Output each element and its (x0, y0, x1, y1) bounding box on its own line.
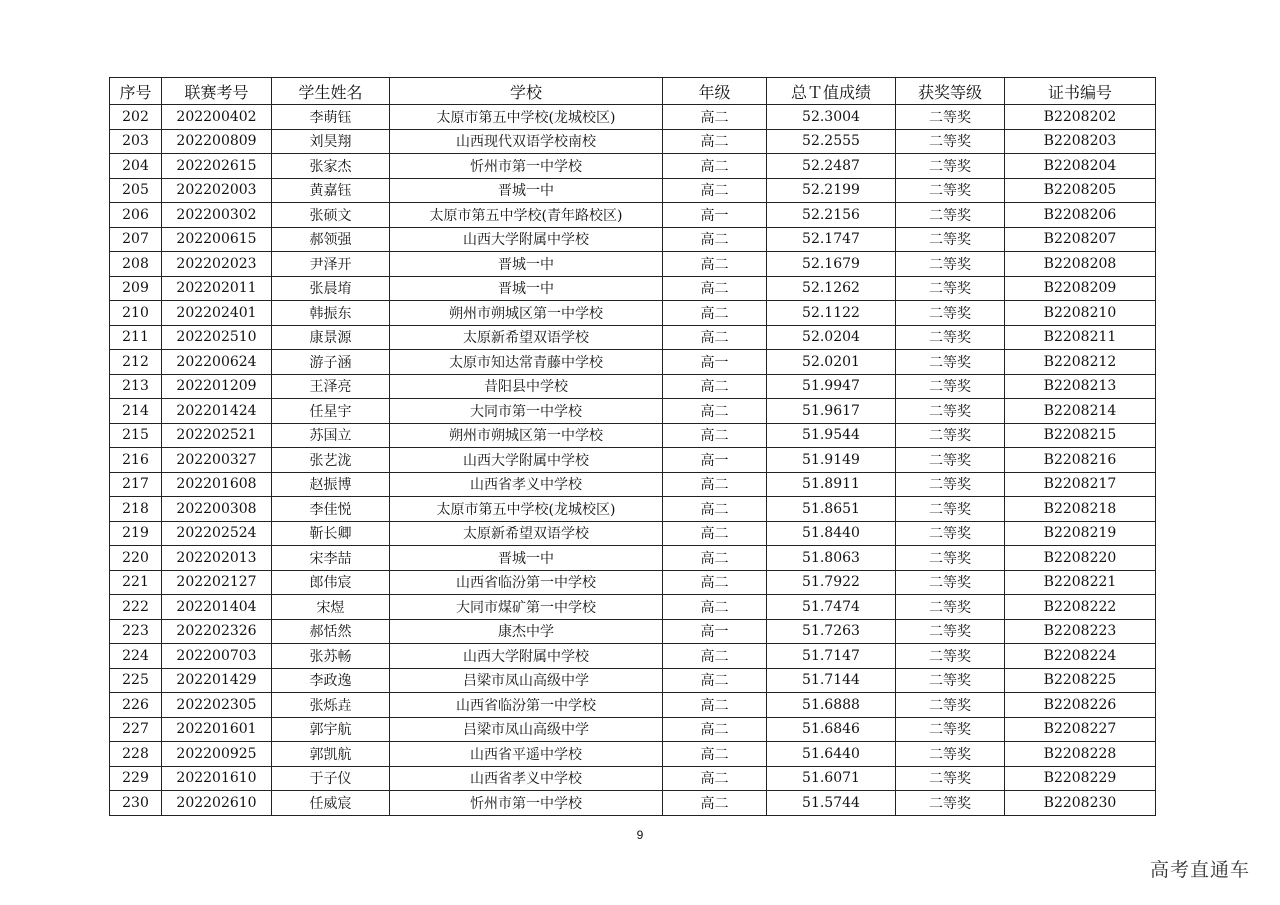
cell-total-score: 51.6888 (767, 693, 896, 718)
cell-exam-id: 202202401 (162, 301, 272, 326)
cell-student-name: 李萌钰 (272, 105, 390, 130)
cell-school: 山西省孝义中学校 (390, 766, 663, 791)
cell-certificate-id: B2208210 (1005, 301, 1156, 326)
cell-award-level: 二等奖 (896, 374, 1005, 399)
cell-award-level: 二等奖 (896, 129, 1005, 154)
cell-exam-id: 202202013 (162, 546, 272, 571)
cell-grade: 高二 (663, 105, 767, 130)
cell-total-score: 52.0204 (767, 325, 896, 350)
cell-exam-id: 202200302 (162, 203, 272, 228)
cell-school: 晋城一中 (390, 276, 663, 301)
cell-grade: 高二 (663, 399, 767, 424)
cell-student-name: 郎伟宸 (272, 570, 390, 595)
cell-index: 217 (110, 472, 162, 497)
cell-grade: 高二 (663, 791, 767, 816)
table-row (110, 227, 1156, 252)
cell-total-score: 51.9149 (767, 448, 896, 473)
cell-award-level: 二等奖 (896, 595, 1005, 620)
cell-certificate-id: B2208227 (1005, 717, 1156, 742)
cell-grade: 高二 (663, 693, 767, 718)
cell-grade: 高二 (663, 570, 767, 595)
cell-exam-id: 202202610 (162, 791, 272, 816)
cell-grade: 高一 (663, 619, 767, 644)
cell-index: 209 (110, 276, 162, 301)
cell-school: 忻州市第一中学校 (390, 154, 663, 179)
cell-total-score: 51.7474 (767, 595, 896, 620)
cell-student-name: 任星宇 (272, 399, 390, 424)
cell-certificate-id: B2208230 (1005, 791, 1156, 816)
cell-exam-id: 202202510 (162, 325, 272, 350)
cell-grade: 高二 (663, 546, 767, 571)
table-row (110, 742, 1156, 767)
cell-student-name: 张晨堉 (272, 276, 390, 301)
cell-exam-id: 202200327 (162, 448, 272, 473)
cell-student-name: 郝恬然 (272, 619, 390, 644)
cell-exam-id: 202200402 (162, 105, 272, 130)
cell-certificate-id: B2208213 (1005, 374, 1156, 399)
cell-student-name: 郝领强 (272, 227, 390, 252)
cell-school: 朔州市朔城区第一中学校 (390, 423, 663, 448)
cell-exam-id: 202202127 (162, 570, 272, 595)
cell-student-name: 尹泽开 (272, 252, 390, 277)
cell-certificate-id: B2208217 (1005, 472, 1156, 497)
header-exam-id: 联赛考号 (162, 78, 272, 105)
cell-student-name: 张硕文 (272, 203, 390, 228)
cell-school: 大同市煤矿第一中学校 (390, 595, 663, 620)
table-row (110, 448, 1156, 473)
cell-school: 山西省平遥中学校 (390, 742, 663, 767)
cell-total-score: 51.8440 (767, 521, 896, 546)
cell-total-score: 52.3004 (767, 105, 896, 130)
cell-award-level: 二等奖 (896, 325, 1005, 350)
cell-student-name: 于子仪 (272, 766, 390, 791)
cell-award-level: 二等奖 (896, 178, 1005, 203)
cell-certificate-id: B2208223 (1005, 619, 1156, 644)
cell-index: 205 (110, 178, 162, 203)
cell-index: 221 (110, 570, 162, 595)
cell-grade: 高二 (663, 227, 767, 252)
cell-grade: 高二 (663, 717, 767, 742)
cell-grade: 高二 (663, 154, 767, 179)
cell-school: 吕梁市凤山高级中学 (390, 717, 663, 742)
header-certificate-id: 证书编号 (1005, 78, 1156, 105)
table-body (110, 105, 1156, 816)
cell-total-score: 51.9544 (767, 423, 896, 448)
cell-student-name: 王泽亮 (272, 374, 390, 399)
cell-certificate-id: B2208215 (1005, 423, 1156, 448)
cell-exam-id: 202201429 (162, 668, 272, 693)
cell-certificate-id: B2208212 (1005, 350, 1156, 375)
cell-student-name: 张苏畅 (272, 644, 390, 669)
cell-index: 211 (110, 325, 162, 350)
cell-school: 朔州市朔城区第一中学校 (390, 301, 663, 326)
cell-student-name: 任威宸 (272, 791, 390, 816)
cell-school: 太原市第五中学校(龙城校区) (390, 105, 663, 130)
cell-index: 230 (110, 791, 162, 816)
cell-index: 204 (110, 154, 162, 179)
cell-school: 晋城一中 (390, 178, 663, 203)
cell-total-score: 51.6071 (767, 766, 896, 791)
cell-grade: 高二 (663, 766, 767, 791)
cell-grade: 高一 (663, 350, 767, 375)
table-row (110, 325, 1156, 350)
table-row (110, 472, 1156, 497)
cell-student-name: 赵振博 (272, 472, 390, 497)
cell-index: 225 (110, 668, 162, 693)
cell-school: 山西现代双语学校南校 (390, 129, 663, 154)
header-grade: 年级 (663, 78, 767, 105)
cell-exam-id: 202201601 (162, 717, 272, 742)
cell-certificate-id: B2208228 (1005, 742, 1156, 767)
table-row (110, 521, 1156, 546)
cell-certificate-id: B2208202 (1005, 105, 1156, 130)
cell-certificate-id: B2208225 (1005, 668, 1156, 693)
cell-award-level: 二等奖 (896, 570, 1005, 595)
cell-certificate-id: B2208209 (1005, 276, 1156, 301)
cell-total-score: 51.8911 (767, 472, 896, 497)
cell-award-level: 二等奖 (896, 791, 1005, 816)
header-row (110, 78, 1156, 105)
cell-total-score: 51.6440 (767, 742, 896, 767)
cell-total-score: 52.1679 (767, 252, 896, 277)
cell-grade: 高一 (663, 448, 767, 473)
table-row (110, 497, 1156, 522)
cell-award-level: 二等奖 (896, 423, 1005, 448)
cell-school: 昔阳县中学校 (390, 374, 663, 399)
table-row (110, 374, 1156, 399)
cell-award-level: 二等奖 (896, 668, 1005, 693)
cell-exam-id: 202200703 (162, 644, 272, 669)
cell-index: 224 (110, 644, 162, 669)
cell-award-level: 二等奖 (896, 472, 1005, 497)
cell-total-score: 51.9947 (767, 374, 896, 399)
cell-student-name: 宋李喆 (272, 546, 390, 571)
cell-award-level: 二等奖 (896, 399, 1005, 424)
cell-index: 202 (110, 105, 162, 130)
cell-grade: 高二 (663, 472, 767, 497)
cell-school: 山西大学附属中学校 (390, 227, 663, 252)
cell-certificate-id: B2208211 (1005, 325, 1156, 350)
cell-school: 大同市第一中学校 (390, 399, 663, 424)
cell-school: 晋城一中 (390, 546, 663, 571)
page-number: 9 (636, 828, 644, 842)
cell-award-level: 二等奖 (896, 693, 1005, 718)
cell-exam-id: 202202023 (162, 252, 272, 277)
cell-index: 220 (110, 546, 162, 571)
cell-certificate-id: B2208224 (1005, 644, 1156, 669)
table-row (110, 276, 1156, 301)
cell-award-level: 二等奖 (896, 717, 1005, 742)
cell-school: 山西省孝义中学校 (390, 472, 663, 497)
cell-total-score: 51.7147 (767, 644, 896, 669)
table-row (110, 570, 1156, 595)
cell-grade: 高二 (663, 374, 767, 399)
cell-certificate-id: B2208229 (1005, 766, 1156, 791)
cell-index: 208 (110, 252, 162, 277)
cell-school: 山西大学附属中学校 (390, 448, 663, 473)
cell-total-score: 52.0201 (767, 350, 896, 375)
cell-student-name: 苏国立 (272, 423, 390, 448)
cell-exam-id: 202200624 (162, 350, 272, 375)
cell-school: 太原市知达常青藤中学校 (390, 350, 663, 375)
cell-exam-id: 202202326 (162, 619, 272, 644)
cell-certificate-id: B2208206 (1005, 203, 1156, 228)
cell-grade: 高一 (663, 203, 767, 228)
cell-award-level: 二等奖 (896, 105, 1005, 130)
table-row (110, 693, 1156, 718)
cell-student-name: 郭凯航 (272, 742, 390, 767)
results-table (109, 77, 1156, 816)
table-row (110, 105, 1156, 130)
cell-grade: 高二 (663, 178, 767, 203)
cell-award-level: 二等奖 (896, 766, 1005, 791)
header-total-score: 总Ｔ值成绩 (767, 78, 896, 105)
cell-student-name: 韩振东 (272, 301, 390, 326)
cell-total-score: 52.2156 (767, 203, 896, 228)
cell-index: 214 (110, 399, 162, 424)
cell-exam-id: 202201209 (162, 374, 272, 399)
watermark-text: 高考直通车 (1149, 859, 1250, 881)
table-row (110, 203, 1156, 228)
cell-grade: 高二 (663, 325, 767, 350)
cell-student-name: 靳长卿 (272, 521, 390, 546)
cell-exam-id: 202202003 (162, 178, 272, 203)
cell-index: 229 (110, 766, 162, 791)
cell-exam-id: 202201404 (162, 595, 272, 620)
cell-exam-id: 202201608 (162, 472, 272, 497)
cell-exam-id: 202202305 (162, 693, 272, 718)
cell-total-score: 51.7144 (767, 668, 896, 693)
cell-exam-id: 202202615 (162, 154, 272, 179)
cell-index: 216 (110, 448, 162, 473)
cell-school: 晋城一中 (390, 252, 663, 277)
cell-award-level: 二等奖 (896, 276, 1005, 301)
header-award-level: 获奖等级 (896, 78, 1005, 105)
cell-index: 210 (110, 301, 162, 326)
cell-index: 203 (110, 129, 162, 154)
cell-student-name: 刘昊翔 (272, 129, 390, 154)
cell-school: 山西省临汾第一中学校 (390, 570, 663, 595)
cell-student-name: 康景源 (272, 325, 390, 350)
cell-grade: 高二 (663, 595, 767, 620)
table-row (110, 129, 1156, 154)
cell-award-level: 二等奖 (896, 301, 1005, 326)
cell-total-score: 51.6846 (767, 717, 896, 742)
cell-certificate-id: B2208208 (1005, 252, 1156, 277)
header-school: 学校 (390, 78, 663, 105)
cell-award-level: 二等奖 (896, 448, 1005, 473)
cell-certificate-id: B2208219 (1005, 521, 1156, 546)
cell-total-score: 51.8063 (767, 546, 896, 571)
cell-student-name: 张烁垚 (272, 693, 390, 718)
cell-index: 226 (110, 693, 162, 718)
cell-exam-id: 202200809 (162, 129, 272, 154)
cell-exam-id: 202202521 (162, 423, 272, 448)
table-row (110, 791, 1156, 816)
cell-total-score: 51.9617 (767, 399, 896, 424)
table-row (110, 668, 1156, 693)
cell-grade: 高二 (663, 129, 767, 154)
cell-school: 山西大学附属中学校 (390, 644, 663, 669)
header-student-name: 学生姓名 (272, 78, 390, 105)
table-row (110, 717, 1156, 742)
cell-certificate-id: B2208214 (1005, 399, 1156, 424)
cell-total-score: 52.1262 (767, 276, 896, 301)
cell-certificate-id: B2208216 (1005, 448, 1156, 473)
cell-certificate-id: B2208221 (1005, 570, 1156, 595)
cell-index: 222 (110, 595, 162, 620)
cell-exam-id: 202201424 (162, 399, 272, 424)
cell-index: 206 (110, 203, 162, 228)
table-row (110, 644, 1156, 669)
cell-school: 太原新希望双语学校 (390, 521, 663, 546)
cell-index: 227 (110, 717, 162, 742)
cell-total-score: 52.1747 (767, 227, 896, 252)
cell-award-level: 二等奖 (896, 546, 1005, 571)
cell-award-level: 二等奖 (896, 227, 1005, 252)
cell-index: 212 (110, 350, 162, 375)
cell-school: 吕梁市凤山高级中学 (390, 668, 663, 693)
cell-award-level: 二等奖 (896, 521, 1005, 546)
cell-total-score: 52.2555 (767, 129, 896, 154)
cell-award-level: 二等奖 (896, 619, 1005, 644)
cell-index: 213 (110, 374, 162, 399)
cell-grade: 高二 (663, 668, 767, 693)
cell-certificate-id: B2208205 (1005, 178, 1156, 203)
cell-exam-id: 202201610 (162, 766, 272, 791)
cell-grade: 高二 (663, 521, 767, 546)
cell-certificate-id: B2208222 (1005, 595, 1156, 620)
cell-grade: 高二 (663, 644, 767, 669)
table-row (110, 423, 1156, 448)
cell-grade: 高二 (663, 276, 767, 301)
cell-total-score: 52.2487 (767, 154, 896, 179)
cell-exam-id: 202200925 (162, 742, 272, 767)
results-table-container (109, 77, 1155, 816)
cell-student-name: 张艺泷 (272, 448, 390, 473)
cell-school: 山西省临汾第一中学校 (390, 693, 663, 718)
cell-index: 223 (110, 619, 162, 644)
cell-certificate-id: B2208204 (1005, 154, 1156, 179)
cell-award-level: 二等奖 (896, 154, 1005, 179)
cell-grade: 高二 (663, 742, 767, 767)
cell-award-level: 二等奖 (896, 644, 1005, 669)
cell-grade: 高二 (663, 497, 767, 522)
cell-student-name: 李佳悦 (272, 497, 390, 522)
cell-exam-id: 202200308 (162, 497, 272, 522)
cell-school: 太原市第五中学校(龙城校区) (390, 497, 663, 522)
cell-school: 忻州市第一中学校 (390, 791, 663, 816)
cell-certificate-id: B2208220 (1005, 546, 1156, 571)
cell-index: 207 (110, 227, 162, 252)
cell-total-score: 51.7922 (767, 570, 896, 595)
cell-certificate-id: B2208218 (1005, 497, 1156, 522)
cell-student-name: 郭宇航 (272, 717, 390, 742)
cell-student-name: 张家杰 (272, 154, 390, 179)
cell-certificate-id: B2208226 (1005, 693, 1156, 718)
cell-student-name: 李政逸 (272, 668, 390, 693)
cell-total-score: 52.1122 (767, 301, 896, 326)
cell-total-score: 52.2199 (767, 178, 896, 203)
cell-index: 215 (110, 423, 162, 448)
cell-certificate-id: B2208203 (1005, 129, 1156, 154)
cell-exam-id: 202202524 (162, 521, 272, 546)
table-row (110, 301, 1156, 326)
cell-total-score: 51.7263 (767, 619, 896, 644)
table-row (110, 252, 1156, 277)
cell-certificate-id: B2208207 (1005, 227, 1156, 252)
table-row (110, 619, 1156, 644)
cell-grade: 高二 (663, 423, 767, 448)
cell-school: 太原新希望双语学校 (390, 325, 663, 350)
cell-exam-id: 202200615 (162, 227, 272, 252)
cell-award-level: 二等奖 (896, 203, 1005, 228)
cell-grade: 高二 (663, 301, 767, 326)
cell-student-name: 宋煜 (272, 595, 390, 620)
cell-student-name: 黄嘉钰 (272, 178, 390, 203)
cell-total-score: 51.8651 (767, 497, 896, 522)
table-row (110, 766, 1156, 791)
cell-award-level: 二等奖 (896, 252, 1005, 277)
cell-index: 219 (110, 521, 162, 546)
table-row (110, 399, 1156, 424)
cell-exam-id: 202202011 (162, 276, 272, 301)
cell-index: 218 (110, 497, 162, 522)
table-row (110, 154, 1156, 179)
table-row (110, 350, 1156, 375)
table-row (110, 178, 1156, 203)
cell-total-score: 51.5744 (767, 791, 896, 816)
cell-grade: 高二 (663, 252, 767, 277)
cell-student-name: 游子涵 (272, 350, 390, 375)
cell-index: 228 (110, 742, 162, 767)
cell-award-level: 二等奖 (896, 742, 1005, 767)
table-row (110, 546, 1156, 571)
table-row (110, 595, 1156, 620)
cell-award-level: 二等奖 (896, 497, 1005, 522)
cell-award-level: 二等奖 (896, 350, 1005, 375)
cell-school: 康杰中学 (390, 619, 663, 644)
cell-school: 太原市第五中学校(青年路校区) (390, 203, 663, 228)
header-index: 序号 (110, 78, 162, 105)
